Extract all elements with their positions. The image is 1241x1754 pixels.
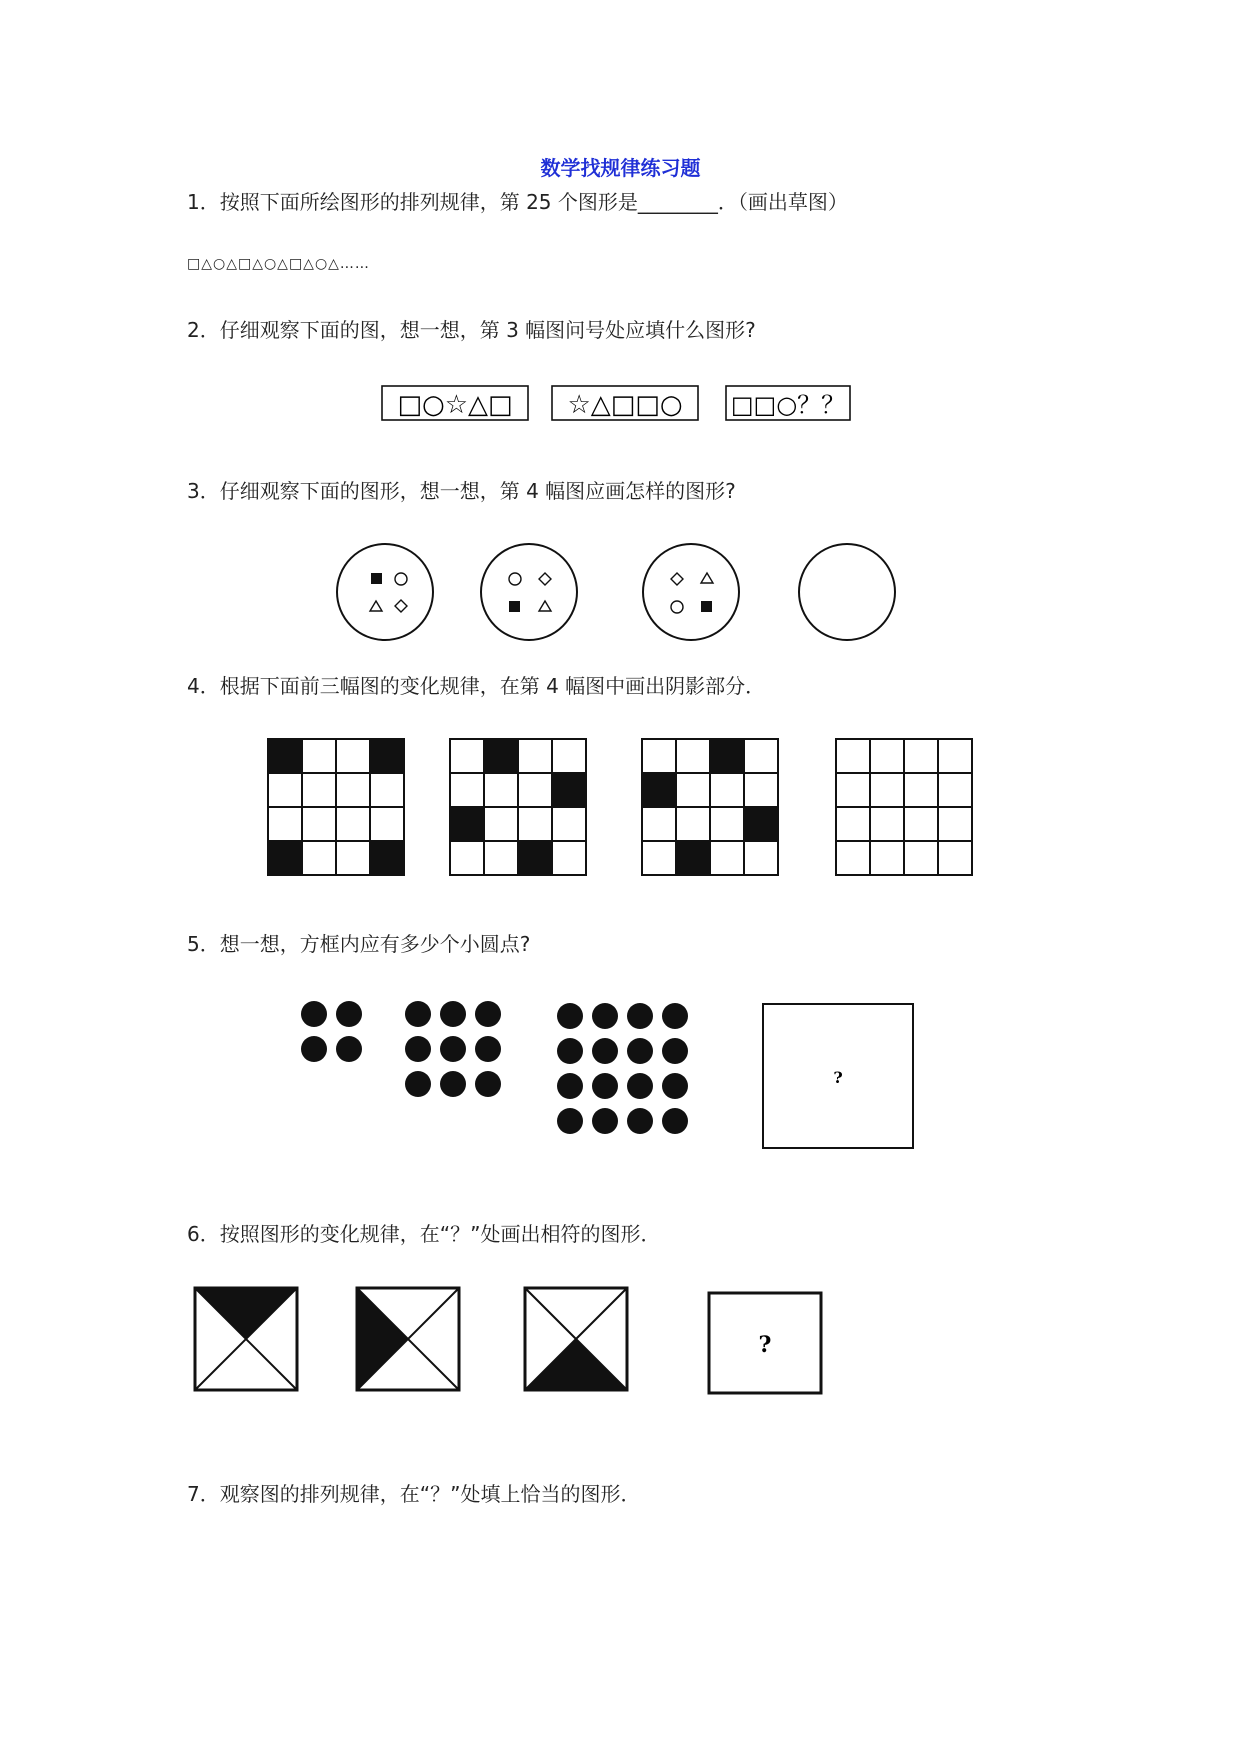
grid-cell	[336, 773, 370, 807]
grid-cell	[302, 841, 336, 875]
grid-cell	[302, 773, 336, 807]
dot	[440, 1071, 466, 1097]
grid-cell	[904, 739, 938, 773]
grid-figure-2	[450, 739, 586, 875]
dot	[475, 1001, 501, 1027]
grid-cell	[484, 807, 518, 841]
grid-cell	[710, 773, 744, 807]
grid-cell	[870, 807, 904, 841]
grid-cell-shaded	[744, 807, 778, 841]
grid-cell	[870, 739, 904, 773]
grid-cell	[904, 841, 938, 875]
grid-cell	[836, 773, 870, 807]
circle-figure-2	[481, 544, 577, 640]
dot	[592, 1108, 618, 1134]
grid-cell	[938, 739, 972, 773]
dot	[475, 1036, 501, 1062]
grid-figure-4	[836, 739, 972, 875]
dot	[405, 1036, 431, 1062]
grid-cell	[938, 807, 972, 841]
cross-square-3	[525, 1288, 627, 1390]
grid-cell	[870, 773, 904, 807]
grid-cell	[450, 773, 484, 807]
dot	[592, 1003, 618, 1029]
grid-cell	[484, 841, 518, 875]
dot	[592, 1073, 618, 1099]
dot	[405, 1001, 431, 1027]
grid-cell	[676, 739, 710, 773]
question-4-grids	[267, 738, 987, 880]
grid-cell	[302, 807, 336, 841]
grid-figure-3	[642, 739, 778, 875]
answer-box-question-mark: ?	[833, 1068, 843, 1087]
dot	[662, 1003, 688, 1029]
grid-cell-shaded	[268, 841, 302, 875]
grid-cell-shaded	[370, 841, 404, 875]
question-1-sequence: □△○△□△○△□△○△……	[187, 256, 370, 272]
dot-group-2	[405, 1001, 501, 1097]
question-5-dots	[298, 996, 928, 1156]
question-2-figures	[380, 384, 860, 424]
grid-cell	[836, 841, 870, 875]
dot	[662, 1073, 688, 1099]
grid-cell-shaded	[484, 739, 518, 773]
question-7-text: 7．观察图的排列规律，在“？”处填上恰当的图形．	[187, 1482, 641, 1506]
question-3-text: 3．仔细观察下面的图形，想一想，第 4 幅图应画怎样的图形?	[187, 479, 736, 503]
grid-cell	[836, 807, 870, 841]
grid-cell	[676, 807, 710, 841]
cross-square-4-question-mark: ?	[758, 1332, 772, 1358]
dot	[440, 1001, 466, 1027]
grid-cell	[938, 773, 972, 807]
dot	[557, 1073, 583, 1099]
dot	[627, 1003, 653, 1029]
pattern-box-3-text: □□○？？	[730, 391, 846, 419]
cross-square-1	[195, 1288, 297, 1390]
grid-cell	[484, 773, 518, 807]
circle-figure-4-empty	[799, 544, 895, 640]
dot	[557, 1003, 583, 1029]
dot	[557, 1038, 583, 1064]
grid-cell	[744, 841, 778, 875]
grid-cell-shaded	[642, 773, 676, 807]
grid-cell	[370, 807, 404, 841]
pattern-box-2-text: ☆△□□○	[567, 390, 683, 420]
grid-cell	[870, 841, 904, 875]
question-5-text: 5．想一想，方框内应有多少个小圆点?	[187, 932, 531, 956]
dot	[592, 1038, 618, 1064]
dot	[627, 1073, 653, 1099]
page-title: 数学找规律练习题	[540, 156, 701, 180]
question-6-figures	[192, 1285, 832, 1405]
question-2-text: 2．仔细观察下面的图，想一想，第 3 幅图问号处应填什么图形?	[187, 318, 756, 342]
circle-figure-3	[643, 544, 739, 640]
dot	[627, 1108, 653, 1134]
circle-figure-1	[337, 544, 433, 640]
grid-cell	[336, 841, 370, 875]
grid-cell	[710, 807, 744, 841]
dot	[336, 1036, 362, 1062]
cross-square-2	[357, 1288, 459, 1390]
dot	[662, 1108, 688, 1134]
grid-cell	[268, 807, 302, 841]
grid-cell	[642, 841, 676, 875]
grid-cell-shaded	[518, 841, 552, 875]
grid-cell	[552, 841, 586, 875]
grid-cell	[676, 773, 710, 807]
grid-cell-shaded	[450, 807, 484, 841]
grid-cell	[518, 807, 552, 841]
grid-cell	[518, 773, 552, 807]
dot	[627, 1038, 653, 1064]
grid-cell	[336, 739, 370, 773]
dot	[662, 1038, 688, 1064]
dot	[557, 1108, 583, 1134]
grid-cell	[552, 807, 586, 841]
dot	[301, 1001, 327, 1027]
grid-cell	[904, 807, 938, 841]
grid-figure-1	[268, 739, 404, 875]
grid-cell	[268, 773, 302, 807]
grid-cell	[642, 807, 676, 841]
grid-cell	[710, 841, 744, 875]
grid-cell	[744, 739, 778, 773]
grid-cell	[552, 739, 586, 773]
grid-cell	[336, 807, 370, 841]
question-6-text: 6．按照图形的变化规律，在“？”处画出相符的图形．	[187, 1222, 661, 1246]
grid-cell	[450, 841, 484, 875]
dot	[475, 1071, 501, 1097]
grid-cell	[302, 739, 336, 773]
grid-cell	[642, 739, 676, 773]
grid-cell	[370, 773, 404, 807]
grid-cell	[744, 773, 778, 807]
dot	[301, 1036, 327, 1062]
grid-cell	[518, 739, 552, 773]
question-3-figures	[335, 540, 905, 650]
grid-cell-shaded	[710, 739, 744, 773]
dot-group-1	[301, 1001, 362, 1062]
pattern-box-1-text: □○☆△□	[397, 390, 513, 420]
grid-cell-shaded	[676, 841, 710, 875]
grid-cell	[938, 841, 972, 875]
question-1-text: 1．按照下面所绘图形的排列规律，第 25 个图形是________．（画出草图）	[187, 190, 848, 214]
dot-group-3	[557, 1003, 688, 1134]
grid-cell-shaded	[370, 739, 404, 773]
grid-cell	[450, 739, 484, 773]
grid-cell	[904, 773, 938, 807]
grid-cell	[836, 739, 870, 773]
dot	[405, 1071, 431, 1097]
question-4-text: 4．根据下面前三幅图的变化规律，在第 4 幅图中画出阴影部分．	[187, 674, 766, 698]
grid-cell-shaded	[552, 773, 586, 807]
dot	[440, 1036, 466, 1062]
dot	[336, 1001, 362, 1027]
grid-cell-shaded	[268, 739, 302, 773]
